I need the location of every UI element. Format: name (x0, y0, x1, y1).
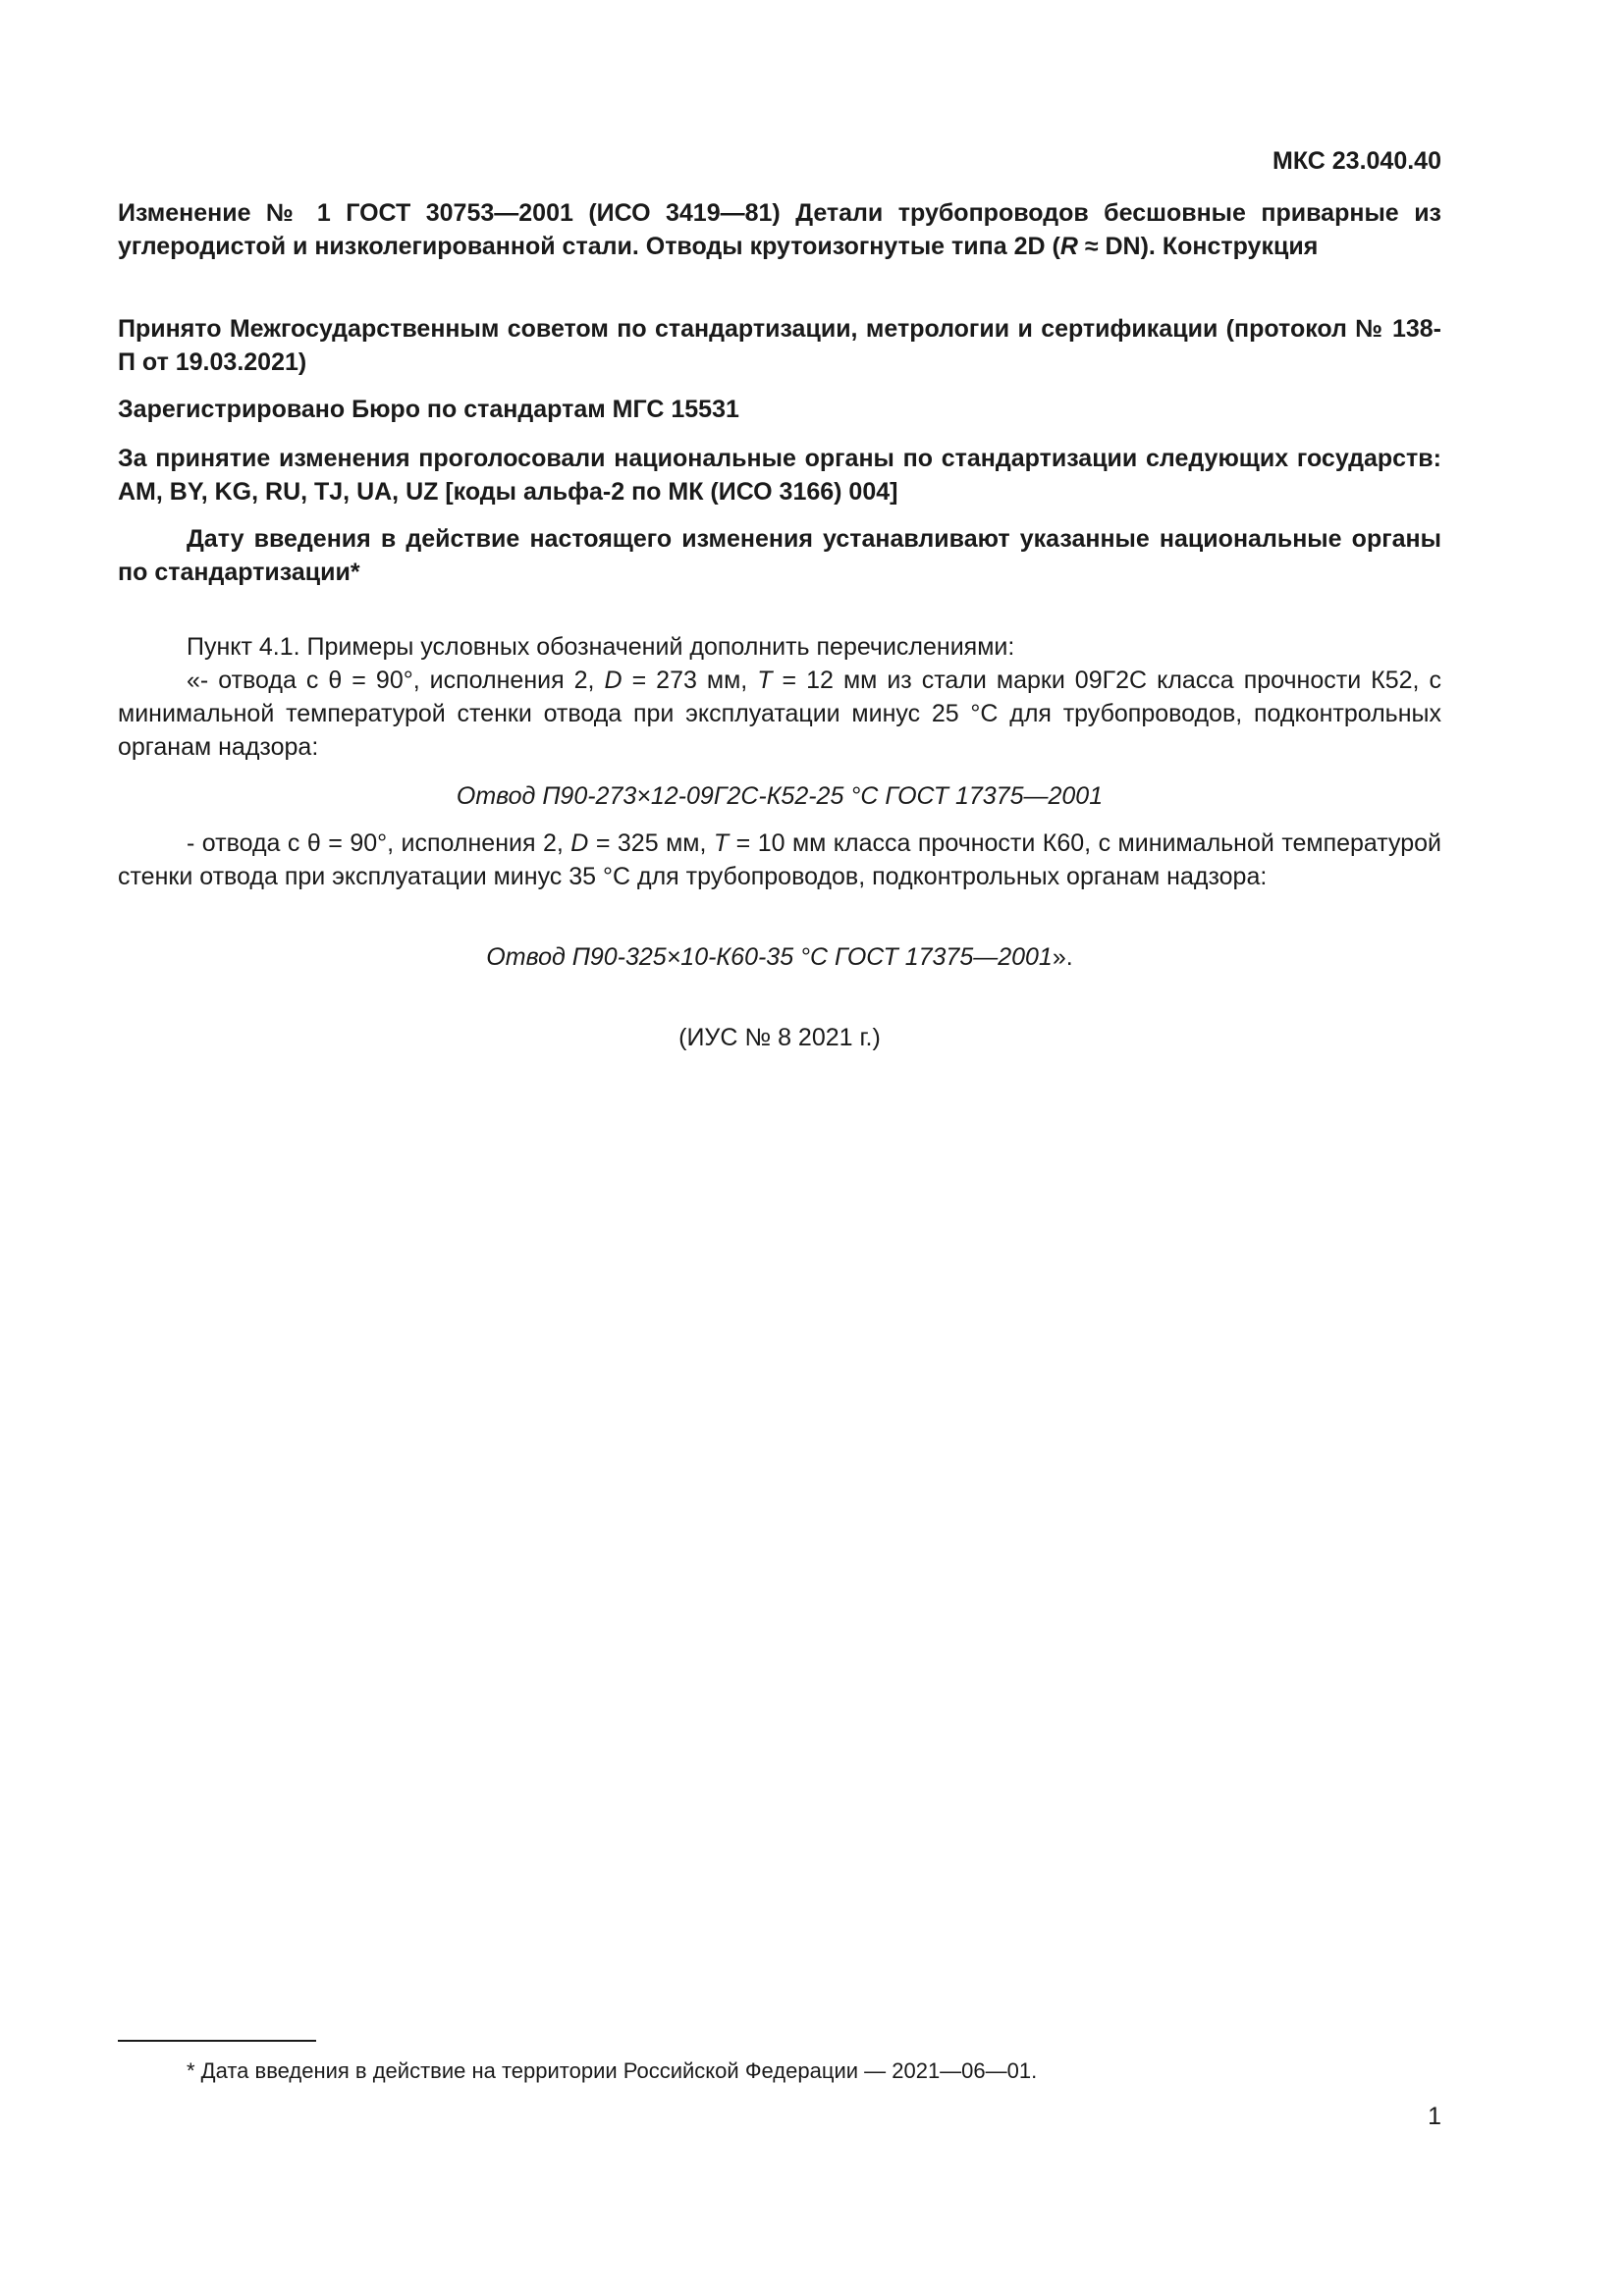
registration-statement: Зарегистрировано Бюро по стандартам МГС 15531 (118, 396, 739, 423)
adopted-statement: Принято Межгосударственным советом по стандартизации, метрологии и сертификации (протокол № 138-П от 19.03.2021) (118, 315, 1441, 376)
example-2-designation: Отвод П90-325×10-К60-35 °С ГОСТ 17375—2001». (486, 943, 1073, 971)
footnote: * Дата введения в действие на территории Российской Федерации — 2021—06—01. (187, 2058, 1038, 2083)
ius-reference: (ИУС № 8 2021 г.) (678, 1024, 881, 1051)
voting-statement: За принятие изменения проголосовали национальные органы по стандартизации следующих государств: AM, BY, KG, RU, TJ, UA, UZ [коды альфа-2 по МК (ИСО 3166) 004] (118, 445, 1441, 506)
example-2-text: - отвода с θ = 90°, исполнения 2, D = 325 мм, T = 10 мм класса прочности К60, с минимальной температурой стенки отвода при эксплуатации минус 35 °С для трубопроводов, подконтрольных органам надзора: (118, 829, 1442, 890)
example-1-designation: Отвод П90-273×12-09Г2С-К52-25 °С ГОСТ 17375—2001 (456, 782, 1104, 810)
effective-date-statement: Дату введения в действие настоящего изменения устанавливают указанные национальные органы по стандартизации* (118, 525, 1441, 586)
change-title: Изменение № 1 ГОСТ 30753—2001 (ИСО 3419—81) Детали трубопроводов бесшовные приварные из углеродистой и низколегированной стали. Отводы крутоизогнутые типа 2D (R ≈ DN). Конструкция (118, 199, 1441, 260)
page-number: 1 (1428, 2103, 1441, 2130)
example-1-text: «- отвода с θ = 90°, исполнения 2, D = 273 мм, T = 12 мм из стали марки 09Г2С класса прочности К52, с минимальной температурой стенки отвода при эксплуатации минус 25 °С для трубопроводов, подконтрольных органам надзора: (118, 667, 1441, 761)
mks-code: МКС 23.040.40 (1272, 147, 1441, 175)
footnote-divider (118, 2040, 316, 2042)
clause-intro: Пункт 4.1. Примеры условных обозначений дополнить перечислениями: (187, 633, 1015, 661)
